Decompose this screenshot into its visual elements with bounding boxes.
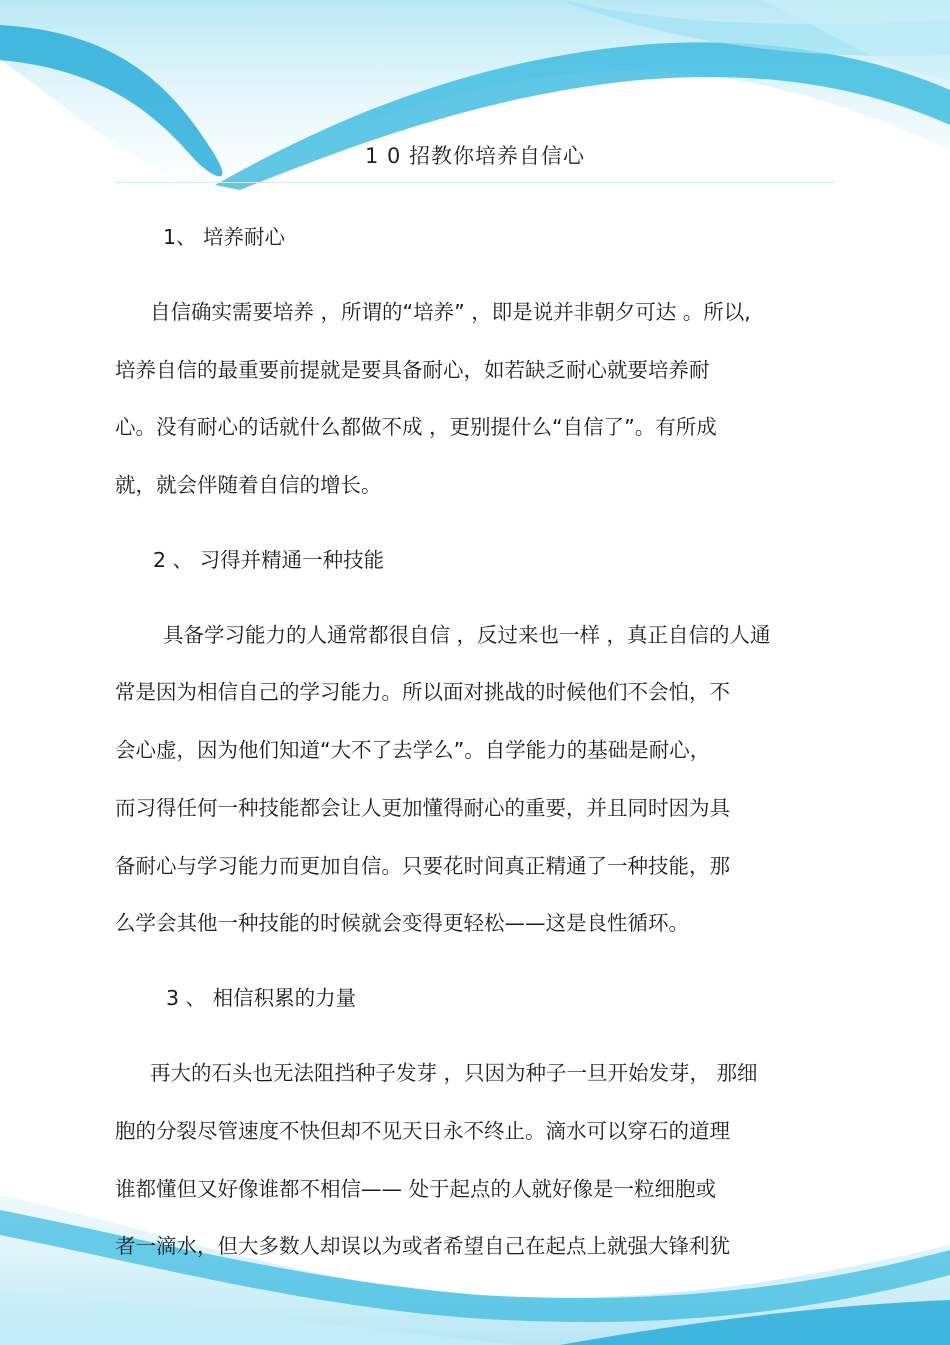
section-heading: 1、 培养耐心 [163, 225, 286, 249]
title-divider [115, 182, 835, 183]
paragraph-line: 就，就会伴随着自信的增长。 [115, 473, 382, 497]
paragraph-line: 而习得任何一种技能都会让人更加懂得耐心的重要，并且同时因为具 [115, 796, 730, 820]
paragraph-line: 备耐心与学习能力而更加自信。只要花时间真正精通了一种技能，那 [115, 854, 730, 878]
paragraph-line: 具备学习能力的人通常都很自信 ，反过来也一样 ，真正自信的人通 [163, 623, 771, 647]
paragraph-line: 会心虚，因为他们知道“大不了去学么”。自学能力的基础是耐心， [115, 738, 711, 762]
paragraph-line: 培养自信的最重要前提就是要具备耐心，如若缺乏耐心就要培养耐 [115, 358, 710, 382]
paragraph-line: 常是因为相信自己的学习能力。所以面对挑战的时候他们不会怕，不 [115, 680, 730, 704]
paragraph-line: 胞的分裂尽管速度不快但却不见天日永不终止。滴水可以穿石的道理 [115, 1119, 730, 1143]
paragraph-line: 么学会其他一种技能的时候就会变得更轻松——这是良性循环。 [115, 911, 689, 935]
section-heading: 2 、 习得并精通一种技能 [153, 548, 385, 572]
paragraph-line: 自信确实需要培养 ，所谓的“培养” ，即是说并非朝夕可达 。所以, [150, 300, 751, 324]
document-title: 1 0 招教你培养自信心 [364, 144, 586, 168]
paragraph-line: 者一滴水，但大多数人却误以为或者希望自己在起点上就强大锋利犹 [115, 1234, 730, 1258]
paragraph-line: 心。没有耐心的话就什么都做不成 ，更别提什么“自信了”。有所成 [115, 415, 717, 439]
paragraph-line: 再大的石头也无法阻挡种子发芽 ，只因为种子一旦开始发芽， 那细 [150, 1061, 758, 1085]
paragraph-line: 谁都懂但又好像谁都不相信—— 处于起点的人就好像是一粒细胞或 [115, 1177, 717, 1201]
section-heading: 3 、 相信积累的力量 [166, 986, 357, 1010]
